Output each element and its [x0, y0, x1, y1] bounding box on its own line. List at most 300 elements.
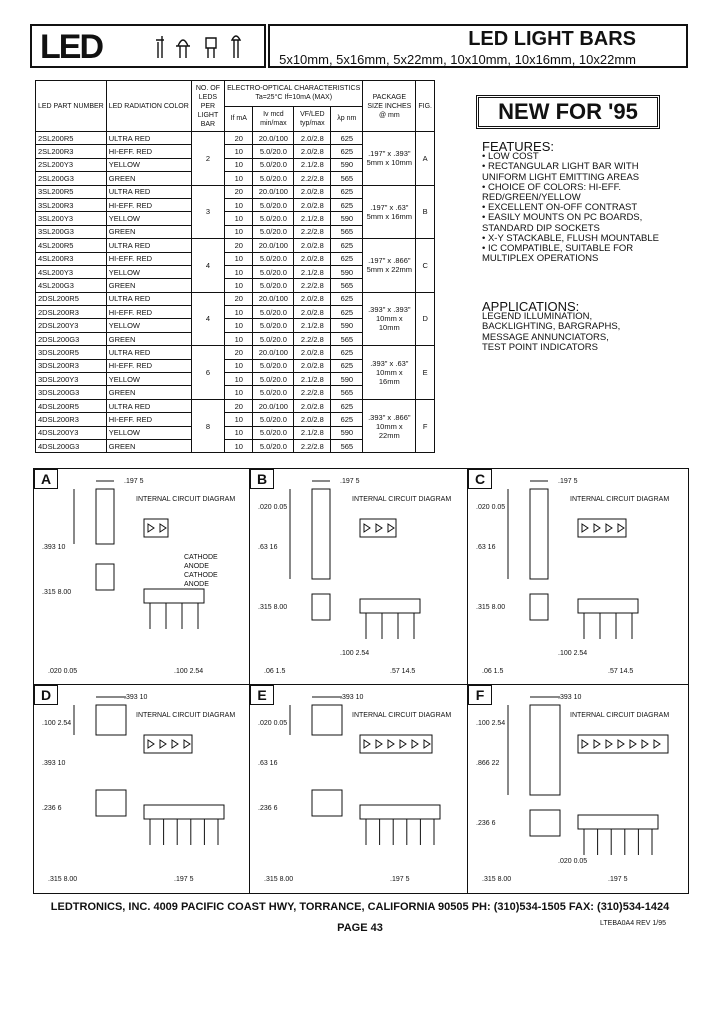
- list-item: • EASILY MOUNTS ON PC BOARDS, STANDARD DIP SOCKETS: [482, 212, 643, 234]
- table-row: [36, 292, 435, 305]
- table-cell: HI-EFF. RED: [106, 145, 191, 158]
- table-cell: YELLOW: [106, 212, 191, 225]
- dimension-label: .393 10: [340, 694, 364, 701]
- table-cell: 2.0/2.8: [294, 132, 331, 145]
- table-cell: 10: [225, 306, 253, 319]
- dimension-label: .197 5: [558, 478, 578, 485]
- dimension-label: .57 14.5: [608, 668, 634, 675]
- table-cell: 2SL200R5: [36, 132, 107, 145]
- package-drawing: [34, 685, 250, 893]
- diode-symbol: [606, 524, 612, 532]
- dimension-label: .020 0.05: [476, 504, 506, 511]
- table-cell: GREEN: [106, 225, 191, 238]
- table-cell: 20: [225, 292, 253, 305]
- table-cell: 3SL200R3: [36, 198, 107, 211]
- logo-box: [30, 24, 266, 68]
- drawing-panel-d: [34, 685, 250, 893]
- table-row: [36, 399, 435, 412]
- table-cell: 625: [331, 359, 363, 372]
- table-cell: C: [416, 239, 435, 293]
- table-cell: YELLOW: [106, 319, 191, 332]
- title-box: [268, 24, 688, 68]
- list-item: • LOW COST: [482, 151, 539, 163]
- table-cell: 3SL200R5: [36, 185, 107, 198]
- table-cell: GREEN: [106, 439, 191, 452]
- front-view: [96, 705, 126, 735]
- table-cell: E: [416, 346, 435, 400]
- diode-symbol: [654, 740, 660, 748]
- package-drawing: [250, 469, 468, 685]
- diode-symbol: [582, 524, 588, 532]
- diode-symbol: [400, 740, 406, 748]
- diode-symbol: [160, 740, 166, 748]
- table-cell: 4SL200R5: [36, 239, 107, 252]
- front-view: [530, 705, 560, 795]
- table-cell: 4: [191, 239, 224, 293]
- table-cell: 10: [225, 332, 253, 345]
- dimension-label: .236 6: [42, 805, 62, 812]
- table-cell: 5.0/20.0: [253, 172, 294, 185]
- table-cell: .197" x .866" 5mm x 22mm: [363, 239, 416, 293]
- table-cell: 2.1/2.8: [294, 212, 331, 225]
- diode-symbol: [160, 524, 166, 532]
- table-cell: 565: [331, 439, 363, 452]
- table-cell: .197" x .63" 5mm x 16mm: [363, 185, 416, 239]
- front-view: [312, 489, 330, 579]
- table-cell: 5.0/20.0: [253, 373, 294, 386]
- table-cell: 2DSL200G3: [36, 332, 107, 345]
- table-cell: 625: [331, 145, 363, 158]
- table-cell: 590: [331, 373, 363, 386]
- table-cell: HI-EFF. RED: [106, 198, 191, 211]
- dimension-label: .315 8.00: [482, 876, 512, 883]
- table-cell: 5.0/20.0: [253, 198, 294, 211]
- diode-symbol: [364, 740, 370, 748]
- table-cell: .393" x .866" 10mm x 22mm: [363, 399, 416, 453]
- dimension-label: .197 5: [608, 876, 628, 883]
- table-cell: 20: [225, 346, 253, 359]
- figure-label: C: [468, 469, 492, 489]
- diode-symbol: [376, 740, 382, 748]
- circuit-diagram: [578, 519, 626, 537]
- package-drawing: [468, 469, 688, 685]
- bottom-view: [578, 599, 638, 613]
- table-cell: 20.0/100: [253, 239, 294, 252]
- table-cell: 2.1/2.8: [294, 373, 331, 386]
- diode-symbol: [594, 524, 600, 532]
- drawing-panel-f: [468, 685, 688, 893]
- table-cell: 590: [331, 212, 363, 225]
- side-view: [530, 810, 560, 836]
- dimension-label: .197 5: [174, 876, 194, 883]
- pin-label: ANODE: [184, 563, 209, 570]
- table-cell: 625: [331, 198, 363, 211]
- features-heading: FEATURES:: [482, 139, 554, 154]
- table-cell: 625: [331, 306, 363, 319]
- table-cell: 590: [331, 426, 363, 439]
- spec-table-body: [36, 132, 435, 453]
- diode-symbol: [630, 740, 636, 748]
- bottom-view: [144, 805, 224, 819]
- circuit-label: INTERNAL CIRCUIT DIAGRAM: [570, 712, 670, 719]
- table-cell: 565: [331, 279, 363, 292]
- table-cell: 20: [225, 132, 253, 145]
- table-cell: 10: [225, 265, 253, 278]
- table-cell: 2.1/2.8: [294, 319, 331, 332]
- table-cell: 565: [331, 172, 363, 185]
- pin-label: CATHODE: [184, 554, 218, 561]
- dimension-label: .06 1.5: [482, 668, 504, 675]
- circuit-label: INTERNAL CIRCUIT DIAGRAM: [352, 496, 452, 503]
- table-cell: 625: [331, 346, 363, 359]
- dimension-label: .197 5: [390, 876, 410, 883]
- figure-label: B: [250, 469, 274, 489]
- table-cell: 10: [225, 279, 253, 292]
- circuit-label: INTERNAL CIRCUIT DIAGRAM: [352, 712, 452, 719]
- dimension-label: .100 2.54: [174, 668, 204, 675]
- table-cell: 2.0/2.8: [294, 413, 331, 426]
- applications-list: [482, 312, 682, 353]
- side-view: [312, 790, 342, 816]
- dimension-label: .236 6: [258, 805, 278, 812]
- diode-symbol: [642, 740, 648, 748]
- table-cell: 2DSL200R5: [36, 292, 107, 305]
- table-cell: 2.0/2.8: [294, 359, 331, 372]
- bottom-view: [144, 589, 204, 603]
- table-cell: GREEN: [106, 279, 191, 292]
- table-cell: 5.0/20.0: [253, 306, 294, 319]
- table-cell: ULTRA RED: [106, 292, 191, 305]
- table-cell: 2.0/2.8: [294, 145, 331, 158]
- table-cell: 565: [331, 332, 363, 345]
- bottom-view: [578, 815, 658, 829]
- header-leds: NO. OF LEDS PER LIGHT BAR: [191, 81, 224, 132]
- diode-symbol: [148, 524, 154, 532]
- table-cell: GREEN: [106, 172, 191, 185]
- table-cell: 20.0/100: [253, 292, 294, 305]
- table-cell: F: [416, 399, 435, 453]
- company-logo: LED: [40, 28, 102, 66]
- table-cell: 4SL200G3: [36, 279, 107, 292]
- table-cell: 20.0/100: [253, 185, 294, 198]
- circuit-label: INTERNAL CIRCUIT DIAGRAM: [136, 496, 236, 503]
- table-cell: 10: [225, 373, 253, 386]
- pin-label: CATHODE: [184, 572, 218, 579]
- table-cell: 10: [225, 426, 253, 439]
- dimension-label: .197 5: [124, 478, 144, 485]
- table-cell: 20.0/100: [253, 399, 294, 412]
- table-cell: 5.0/20.0: [253, 413, 294, 426]
- table-cell: 4DSL200G3: [36, 439, 107, 452]
- table-cell: .197" x .393" 5mm x 10mm: [363, 132, 416, 186]
- circuit-diagram: [144, 735, 192, 753]
- diode-symbol: [148, 740, 154, 748]
- table-cell: 3DSL200G3: [36, 386, 107, 399]
- table-cell: 3DSL200Y3: [36, 373, 107, 386]
- table-row: [36, 346, 435, 359]
- table-cell: 2DSL200Y3: [36, 319, 107, 332]
- table-cell: 3DSL200R3: [36, 359, 107, 372]
- diode-symbol: [388, 740, 394, 748]
- front-view: [530, 489, 548, 579]
- bottom-view: [360, 599, 420, 613]
- table-cell: 625: [331, 413, 363, 426]
- list-item: • IC COMPATIBLE, SUITABLE FOR MULTIPLEX OPERATIONS: [482, 243, 634, 265]
- dimension-label: .020 0.05: [48, 668, 78, 675]
- table-cell: A: [416, 132, 435, 186]
- table-row: [36, 185, 435, 198]
- table-row: [36, 239, 435, 252]
- table-cell: 2SL200Y3: [36, 158, 107, 171]
- dimension-label: .393 10: [558, 694, 582, 701]
- dimension-label: .63 16: [258, 544, 278, 551]
- table-cell: 5.0/20.0: [253, 426, 294, 439]
- table-cell: 10: [225, 359, 253, 372]
- pin-label: ANODE: [184, 581, 209, 588]
- table-cell: 625: [331, 132, 363, 145]
- table-cell: ULTRA RED: [106, 346, 191, 359]
- table-cell: 5.0/20.0: [253, 265, 294, 278]
- table-cell: 2DSL200R3: [36, 306, 107, 319]
- table-cell: 20: [225, 185, 253, 198]
- table-cell: 3SL200Y3: [36, 212, 107, 225]
- diode-symbol: [364, 524, 370, 532]
- figure-label: E: [250, 685, 274, 705]
- table-cell: 10: [225, 252, 253, 265]
- dimension-label: .315 8.00: [258, 604, 288, 611]
- led-lamp-icons: [152, 32, 262, 62]
- table-cell: 3SL200G3: [36, 225, 107, 238]
- table-cell: 2.2/2.8: [294, 172, 331, 185]
- header-color: LED RADIATION COLOR: [106, 81, 191, 132]
- dimension-label: .100 2.54: [558, 650, 588, 657]
- table-cell: 10: [225, 386, 253, 399]
- figure-label: D: [34, 685, 58, 705]
- table-cell: 6: [191, 346, 224, 400]
- table-cell: .393" x .63" 10mm x 16mm: [363, 346, 416, 400]
- dimension-label: .393 10: [42, 544, 66, 551]
- table-cell: 590: [331, 265, 363, 278]
- list-item: MESSAGE ANNUNCIATORS,: [482, 331, 609, 343]
- table-cell: HI-EFF. RED: [106, 306, 191, 319]
- table-cell: HI-EFF. RED: [106, 252, 191, 265]
- package-drawing: [468, 685, 688, 893]
- table-cell: 4DSL200R5: [36, 399, 107, 412]
- drawing-panel-a: [34, 469, 250, 685]
- table-cell: .393" x .393" 10mm x 10mm: [363, 292, 416, 346]
- table-cell: 5.0/20.0: [253, 319, 294, 332]
- table-cell: 625: [331, 399, 363, 412]
- table-cell: 10: [225, 413, 253, 426]
- table-cell: 4DSL200Y3: [36, 426, 107, 439]
- table-cell: 5.0/20.0: [253, 386, 294, 399]
- table-cell: 10: [225, 145, 253, 158]
- table-cell: 2.0/2.8: [294, 292, 331, 305]
- table-cell: ULTRA RED: [106, 239, 191, 252]
- list-item: • RECTANGULAR LIGHT BAR WITH UNIFORM LIGHT EMITTING AREAS: [482, 161, 640, 183]
- header-iv: Iv mcd min/max: [253, 106, 294, 132]
- drawing-panel-b: [250, 469, 468, 685]
- diode-symbol: [618, 740, 624, 748]
- drawings-grid: [33, 468, 689, 894]
- table-cell: 2.2/2.8: [294, 332, 331, 345]
- page-title: LED LIGHT BARS: [468, 28, 636, 50]
- front-view: [96, 489, 114, 544]
- footer-address: LEDTRONICS, INC. 4009 PACIFIC COAST HWY, TORRANCE, CALIFORNIA 90505 PH: (310)534-1505 FAX: (310)534-1424: [50, 901, 670, 913]
- header-eo: ELECTRO-OPTICAL CHARACTERISTICS Ta=25°C If=10mA (MAX): [225, 81, 363, 107]
- applications-heading: APPLICATIONS:: [482, 299, 580, 314]
- table-cell: 2.0/2.8: [294, 239, 331, 252]
- dimension-label: .06 1.5: [264, 668, 286, 675]
- header-package: PACKAGE SIZE INCHES @ mm: [363, 81, 416, 132]
- diode-symbol: [376, 524, 382, 532]
- table-cell: 2.2/2.8: [294, 279, 331, 292]
- table-cell: 2SL200G3: [36, 172, 107, 185]
- package-drawing: [34, 469, 250, 685]
- diode-symbol: [606, 740, 612, 748]
- table-cell: 565: [331, 386, 363, 399]
- dimension-label: .315 8.00: [264, 876, 294, 883]
- new-banner: NEW FOR '95: [476, 95, 660, 129]
- table-cell: 20: [225, 239, 253, 252]
- table-cell: 10: [225, 439, 253, 452]
- table-cell: 625: [331, 239, 363, 252]
- table-cell: 3: [191, 185, 224, 239]
- table-cell: 10: [225, 212, 253, 225]
- list-item: TEST POINT INDICATORS: [482, 341, 598, 353]
- table-cell: ULTRA RED: [106, 399, 191, 412]
- table-cell: 2: [191, 132, 224, 186]
- table-cell: 2.0/2.8: [294, 252, 331, 265]
- dimension-label: .236 6: [476, 820, 496, 827]
- table-cell: 5.0/20.0: [253, 158, 294, 171]
- table-cell: HI-EFF. RED: [106, 359, 191, 372]
- diode-symbol: [618, 524, 624, 532]
- table-cell: 2.0/2.8: [294, 185, 331, 198]
- table-cell: YELLOW: [106, 158, 191, 171]
- dimension-label: .63 16: [258, 760, 278, 767]
- dimension-label: .315 8.00: [42, 589, 72, 596]
- figure-label: F: [468, 685, 492, 705]
- table-cell: ULTRA RED: [106, 132, 191, 145]
- table-cell: D: [416, 292, 435, 346]
- table-cell: 4: [191, 292, 224, 346]
- page-subtitle: 5x10mm, 5x16mm, 5x22mm, 10x10mm, 10x16mm, 10x22mm: [279, 52, 636, 67]
- diode-symbol: [594, 740, 600, 748]
- table-cell: 4SL200Y3: [36, 265, 107, 278]
- table-cell: 10: [225, 319, 253, 332]
- table-cell: 20.0/100: [253, 132, 294, 145]
- table-cell: YELLOW: [106, 265, 191, 278]
- bottom-view: [360, 805, 440, 819]
- table-cell: 565: [331, 225, 363, 238]
- table-cell: 2.1/2.8: [294, 158, 331, 171]
- circuit-diagram: [360, 519, 396, 537]
- list-item: • X-Y STACKABLE, FLUSH MOUNTABLE: [482, 232, 660, 244]
- table-cell: GREEN: [106, 386, 191, 399]
- dimension-label: .315 8.00: [48, 876, 78, 883]
- table-cell: 5.0/20.0: [253, 439, 294, 452]
- table-cell: 20.0/100: [253, 346, 294, 359]
- table-cell: 2.0/2.8: [294, 198, 331, 211]
- circuit-label: INTERNAL CIRCUIT DIAGRAM: [136, 712, 236, 719]
- dimension-label: .315 8.00: [476, 604, 506, 611]
- table-cell: ULTRA RED: [106, 185, 191, 198]
- document-code: LTEBA0A4 REV 1/95: [600, 920, 667, 927]
- spec-table: [35, 80, 435, 453]
- table-cell: 8: [191, 399, 224, 453]
- dimension-label: .393 10: [124, 694, 148, 701]
- dimension-label: .393 10: [42, 760, 66, 767]
- side-view: [530, 594, 548, 620]
- table-cell: 10: [225, 172, 253, 185]
- table-cell: 5.0/20.0: [253, 359, 294, 372]
- table-cell: 590: [331, 319, 363, 332]
- diode-symbol: [412, 740, 418, 748]
- table-cell: 5.0/20.0: [253, 279, 294, 292]
- header-fig: FIG.: [416, 81, 435, 132]
- list-item: LEGEND ILLUMINATION,: [482, 311, 593, 323]
- figure-label: A: [34, 469, 58, 489]
- table-cell: 3DSL200R5: [36, 346, 107, 359]
- list-item: BACKLIGHTING, BARGRAPHS,: [482, 321, 621, 333]
- table-cell: 5.0/20.0: [253, 332, 294, 345]
- table-cell: 2.2/2.8: [294, 225, 331, 238]
- circuit-label: INTERNAL CIRCUIT DIAGRAM: [570, 496, 670, 503]
- table-cell: 4SL200R3: [36, 252, 107, 265]
- table-cell: 5.0/20.0: [253, 252, 294, 265]
- header-lp: λp nm: [331, 106, 363, 132]
- dimension-label: .020 0.05: [558, 858, 588, 865]
- dimension-label: .100 2.54: [42, 720, 72, 727]
- diode-symbol: [582, 740, 588, 748]
- dimension-label: .020 0.05: [258, 504, 288, 511]
- dimension-label: .57 14.5: [390, 668, 416, 675]
- drawing-panel-c: [468, 469, 688, 685]
- table-cell: 590: [331, 158, 363, 171]
- table-cell: 4DSL200R3: [36, 413, 107, 426]
- table-cell: 10: [225, 158, 253, 171]
- list-item: • EXCELLENT ON-OFF CONTRAST: [482, 202, 638, 214]
- applications-section: [482, 299, 682, 353]
- diode-symbol: [184, 740, 190, 748]
- table-cell: B: [416, 185, 435, 239]
- side-view: [96, 790, 126, 816]
- dimension-label: .197 5: [340, 478, 360, 485]
- table-cell: YELLOW: [106, 373, 191, 386]
- table-cell: GREEN: [106, 332, 191, 345]
- diode-symbol: [424, 740, 430, 748]
- diode-symbol: [172, 740, 178, 748]
- table-cell: 2.1/2.8: [294, 426, 331, 439]
- table-cell: 10: [225, 198, 253, 211]
- table-cell: 5.0/20.0: [253, 145, 294, 158]
- dimension-label: .100 2.54: [476, 720, 506, 727]
- table-cell: 625: [331, 185, 363, 198]
- diode-symbol: [388, 524, 394, 532]
- dimension-label: .63 16: [476, 544, 496, 551]
- features-list: [482, 152, 682, 264]
- header-if: If mA: [225, 106, 253, 132]
- table-cell: 5.0/20.0: [253, 225, 294, 238]
- table-cell: 2.2/2.8: [294, 439, 331, 452]
- table-row: [36, 132, 435, 145]
- list-item: • CHOICE OF COLORS: HI-EFF. RED/GREEN/YELLOW: [482, 181, 621, 204]
- dimension-label: .100 2.54: [340, 650, 370, 657]
- header-vf: VF/LED typ/max: [294, 106, 331, 132]
- table-cell: 625: [331, 292, 363, 305]
- table-cell: 2.2/2.8: [294, 386, 331, 399]
